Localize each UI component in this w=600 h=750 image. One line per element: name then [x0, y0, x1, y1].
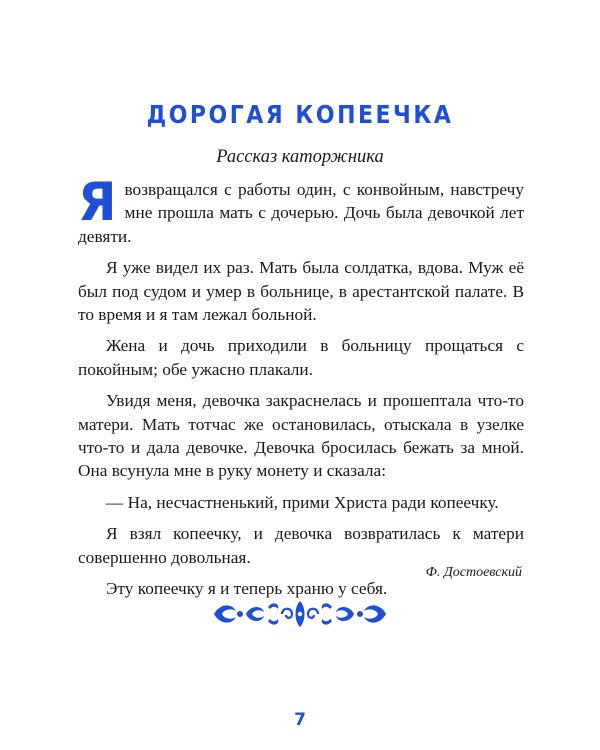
story-subtitle: Рассказ каторжника	[216, 147, 384, 167]
author-signature: Ф. Достоевский	[425, 565, 522, 580]
paragraph-2: Я уже видел их раз. Мать была солдатка, вдова. Муж её был под судом и умер в больнице, в арестантской палате. В то время и я там лежал больной.	[78, 258, 524, 325]
paragraph-1	[78, 171, 524, 248]
paragraph-7: Эту копеечку я и теперь храню у себя.	[106, 579, 388, 599]
paragraph-5: — На, несчастненький, прими Христа ради копеечку.	[106, 492, 499, 512]
paragraph-1-text: возвращался с работы один, с конвойным, навстречу мне прошла мать с дочерью. Дочь была девочкой лет девяти.	[78, 180, 524, 246]
paragraph-4: Увидя меня, девочка закраснелась и прошептала что-то матери. Мать тотчас же остановилась, отыскала в узелке что-то и дала девочке. Девочка бросилась бежать за мной. Она всунула мне в руку монету и сказала:	[78, 391, 524, 481]
page-number: 7	[294, 710, 306, 730]
paragraph-6: Я взял копеечку, и девочка возвратилась к матери совершенно довольная.	[78, 524, 524, 567]
drop-cap: Я	[78, 171, 117, 233]
story-text	[78, 171, 524, 609]
floral-ornament-icon	[210, 597, 390, 631]
paragraph-3: Жена и дочь приходили в больницу прощаться с покойным; обе ужасно плакали.	[78, 336, 524, 379]
story-title: ДОРОГАЯ КОПЕЕЧКА	[146, 101, 454, 130]
